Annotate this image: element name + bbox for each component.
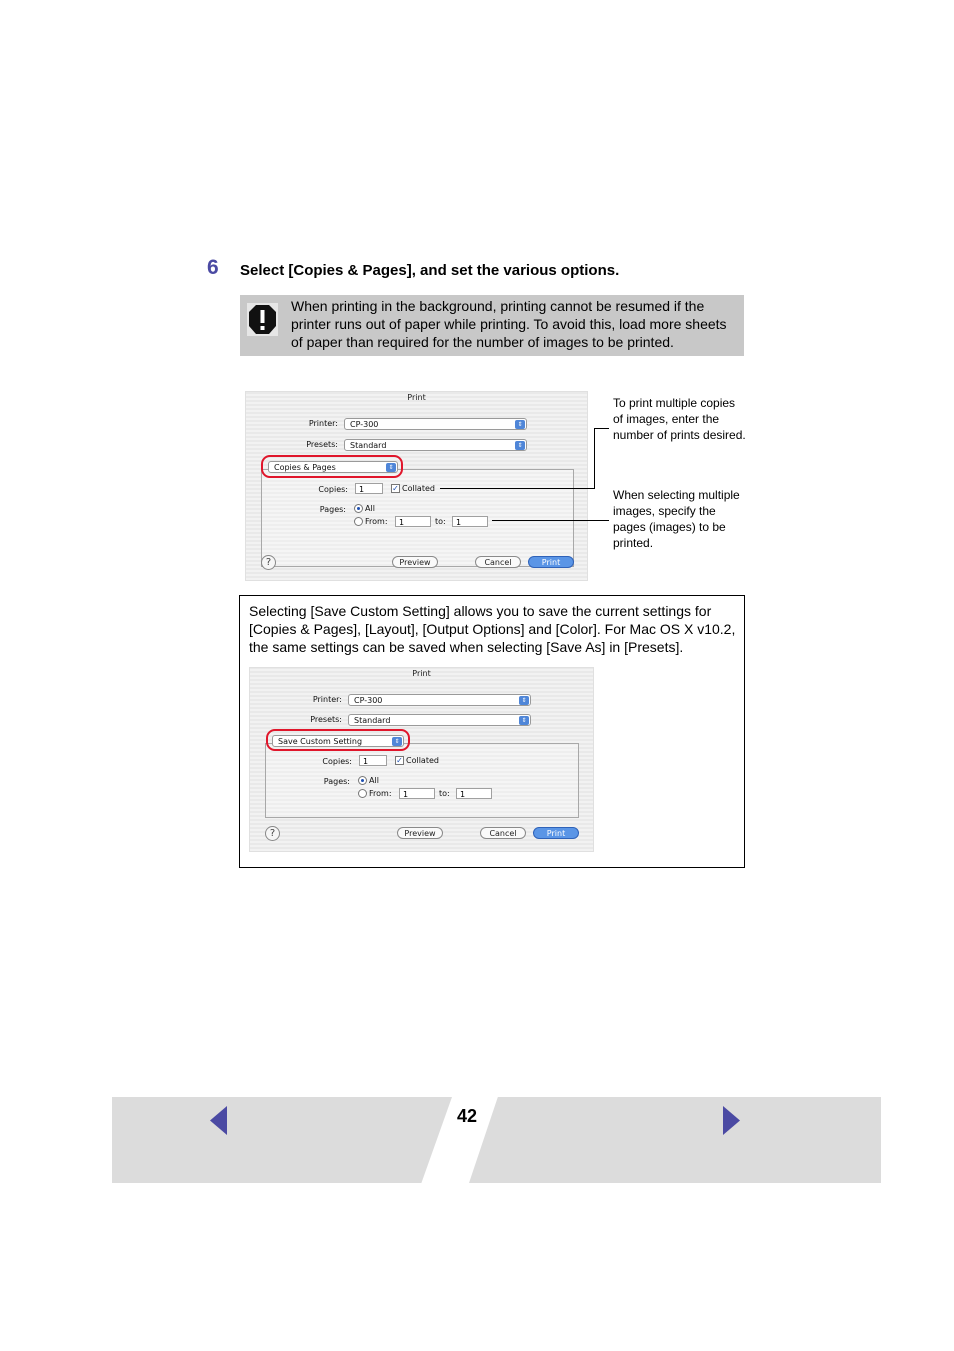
to-input[interactable]: 1 bbox=[456, 788, 492, 799]
printer-value: CP-300 bbox=[350, 420, 379, 429]
from-label: From: bbox=[365, 517, 388, 526]
cancel-button[interactable]: Cancel bbox=[475, 556, 521, 568]
pages-label: Pages: bbox=[319, 505, 346, 514]
help-button[interactable]: ? bbox=[261, 555, 276, 570]
print-button[interactable]: Print bbox=[528, 556, 574, 568]
page-number: 42 bbox=[456, 1106, 478, 1126]
copies-callout-line bbox=[440, 488, 595, 489]
popup-arrows-icon: ⇕ bbox=[515, 441, 525, 450]
collated-label: Collated bbox=[406, 756, 439, 765]
highlight-ring bbox=[266, 729, 410, 751]
footer-right-panel bbox=[469, 1097, 881, 1183]
caution-text: When printing in the background, printing cannot be resumed if the printer runs out of paper while printing. To avoid this, load more sheets of paper than required for the number of images to be printed. bbox=[291, 298, 727, 350]
print-button[interactable]: Print bbox=[533, 827, 579, 839]
step-instruction: Select [Copies & Pages], and set the various options. bbox=[240, 262, 620, 279]
pages-callout-text: When selecting multiple images, specify the pages (images) to be printed. bbox=[613, 488, 740, 550]
highlight-ring bbox=[261, 455, 403, 478]
presets-label: Presets: bbox=[306, 440, 338, 449]
print-dialog-copies-pages bbox=[245, 391, 588, 581]
collated-checkbox[interactable]: ✓ bbox=[396, 756, 403, 765]
collated-checkbox[interactable]: ✓ bbox=[392, 484, 399, 493]
footer-left-panel bbox=[112, 1097, 452, 1183]
pages-all-radio[interactable] bbox=[354, 504, 363, 513]
presets-value: Standard bbox=[350, 441, 387, 450]
pages-callout-line bbox=[492, 520, 609, 521]
printer-value: CP-300 bbox=[354, 696, 383, 705]
copies-label: Copies: bbox=[322, 757, 352, 766]
copies-input[interactable]: 1 bbox=[359, 755, 387, 766]
popup-arrows-icon: ⇕ bbox=[519, 696, 529, 705]
copies-callout-line-vertical bbox=[594, 428, 595, 489]
preview-button[interactable]: Preview bbox=[392, 556, 438, 568]
print-dialog-save-custom bbox=[249, 667, 594, 852]
pages-all-label: All bbox=[365, 504, 375, 513]
pages-all-label: All bbox=[369, 776, 379, 785]
popup-arrows-icon: ⇕ bbox=[515, 420, 525, 429]
note-text: Selecting [Save Custom Setting] allows you to save the current settings for [Copies & Pages], [Layout], [Output Options] and [Color]. For Mac OS X v10.2, the same settings can be saved when selecting [Save As] in [Presets]. bbox=[249, 603, 736, 655]
printer-label: Printer: bbox=[312, 695, 342, 704]
popup-arrows-icon: ⇕ bbox=[392, 737, 402, 746]
cancel-button[interactable]: Cancel bbox=[480, 827, 526, 839]
copies-label: Copies: bbox=[318, 485, 348, 494]
from-label: From: bbox=[369, 789, 392, 798]
copies-callout-line-tick bbox=[594, 428, 609, 429]
to-label: to: bbox=[435, 517, 446, 526]
panel-value: Copies & Pages bbox=[274, 463, 336, 472]
caution-exclamation-icon bbox=[247, 303, 278, 336]
printer-popup[interactable] bbox=[344, 418, 527, 430]
note-box bbox=[239, 595, 745, 868]
printer-popup[interactable] bbox=[348, 694, 531, 706]
pages-from-radio[interactable] bbox=[354, 517, 363, 526]
presets-value: Standard bbox=[354, 716, 391, 725]
collated-label: Collated bbox=[402, 484, 435, 493]
presets-popup[interactable] bbox=[344, 439, 527, 451]
copies-input[interactable]: 1 bbox=[355, 483, 383, 494]
pages-all-radio[interactable] bbox=[358, 776, 367, 785]
to-input[interactable]: 1 bbox=[452, 516, 488, 527]
from-input[interactable]: 1 bbox=[399, 788, 435, 799]
printer-label: Printer: bbox=[308, 419, 338, 428]
popup-arrows-icon: ⇕ bbox=[386, 463, 396, 472]
step-number: 6 bbox=[207, 256, 219, 279]
caution-box bbox=[240, 295, 744, 356]
prev-page-arrow-icon[interactable] bbox=[210, 1106, 228, 1135]
popup-arrows-icon: ⇕ bbox=[519, 716, 529, 725]
presets-popup[interactable] bbox=[348, 714, 531, 726]
next-page-arrow-icon[interactable] bbox=[722, 1106, 740, 1135]
pages-from-radio[interactable] bbox=[358, 789, 367, 798]
pages-label: Pages: bbox=[323, 777, 350, 786]
dialog-title: Print bbox=[412, 669, 431, 678]
from-input[interactable]: 1 bbox=[395, 516, 431, 527]
preview-button[interactable]: Preview bbox=[397, 827, 443, 839]
copies-callout-text: To print multiple copies of images, enter the number of prints desired. bbox=[613, 396, 746, 442]
presets-label: Presets: bbox=[310, 715, 342, 724]
panel-value: Save Custom Setting bbox=[278, 737, 363, 746]
dialog-title: Print bbox=[407, 393, 426, 402]
to-label: to: bbox=[439, 789, 450, 798]
help-button[interactable]: ? bbox=[265, 826, 280, 841]
